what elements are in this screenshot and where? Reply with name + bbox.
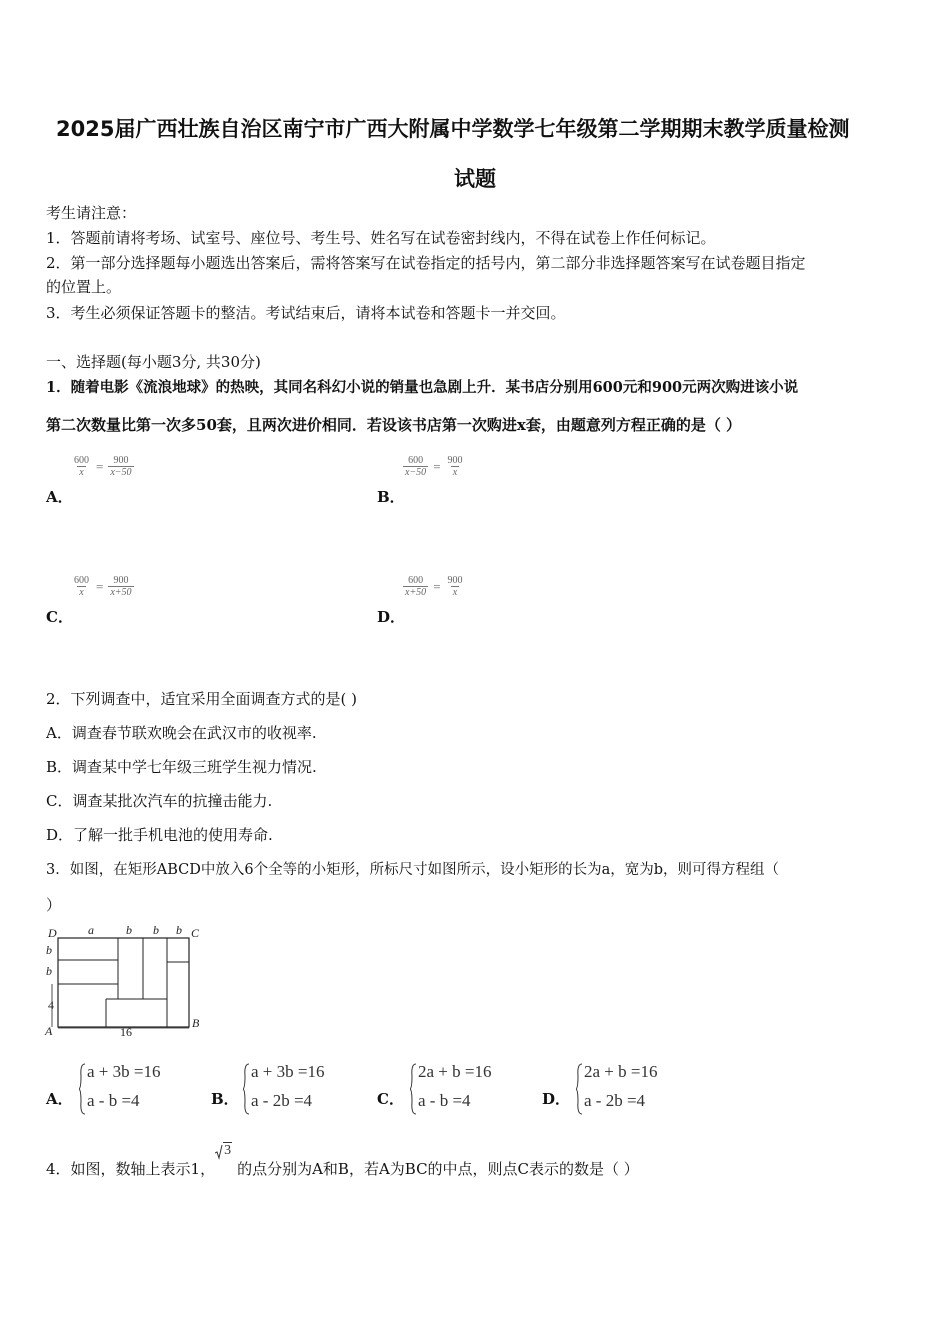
q1-stem-cont: 第二次数量比第一次多50套，且两次进价相同．若设该书店第一次购进x套，由题意列方程正确的是（ ）: [46, 416, 742, 434]
q3-stem: 3．如图，在矩形ABCD中放入6个全等的小矩形，所标尺寸如图所示，设小矩形的长为a，宽为b，则可得方程组（: [46, 862, 779, 878]
q3-option-b-label: B．: [211, 1090, 239, 1108]
notice-item-3: 3．考生必须保证答题卡的整洁。考试结束后，请将本试卷和答题卡一并交回。: [46, 304, 566, 322]
q3-stem-end: ）: [46, 896, 62, 914]
q1-option-c-label: C．: [46, 608, 73, 626]
outer-rect: [58, 938, 189, 1027]
q3-option-c-system: 2a + b =16 a - b =4: [410, 1062, 520, 1117]
notice-item-1: 1．答题前请将考场、试室号、座位号、考生号、姓名写在试卷密封线内，不得在试卷上作任何标记。: [46, 229, 716, 247]
q2-option-b: B．调查某中学七年级三班学生视力情况.: [46, 758, 317, 776]
rectangle-figure: [42, 922, 212, 1040]
vertex-b: B: [192, 1016, 200, 1030]
vertex-a: A: [45, 1024, 53, 1038]
q1-option-b-equation: $\frac{600}{x-50}$ = $\frac{900}{x}$: [405, 455, 463, 478]
q1-option-d-label: D．: [377, 608, 406, 626]
notice-item-2-cont: 的位置上。: [46, 278, 122, 296]
q1-option-b-label: B．: [377, 488, 405, 506]
label-left-b: b: [46, 943, 52, 957]
q1-option-a-label: A．: [46, 488, 73, 506]
label-top-a: a: [88, 923, 94, 937]
vertex-c: C: [191, 926, 200, 940]
section-heading: 一、选择题(每小题3分, 共30分): [46, 353, 261, 371]
q2-option-c: C．调查某批次汽车的抗撞击能力.: [46, 792, 273, 810]
notice-heading: 考生请注意：: [46, 204, 137, 222]
q3-option-b-system: a + 3b =16 a - 2b =4: [243, 1062, 353, 1117]
label-top-b: b: [126, 923, 132, 937]
label-bottom-16: 16: [120, 1025, 132, 1039]
label-left-b: b: [46, 964, 52, 978]
notice-item-2: 2．第一部分选择题每小题选出答案后，需将答案写在试卷指定的括号内，第二部分非选择题答案写在试卷题目指定: [46, 254, 806, 272]
q2-stem: 2．下列调查中，适宜采用全面调查方式的是( ): [46, 690, 358, 708]
q1-option-c-equation: $\frac{600}{x}$ = $\frac{900}{x+50}$: [74, 575, 132, 598]
q3-option-d-label: D．: [542, 1090, 571, 1108]
q3-option-c-label: C．: [377, 1090, 404, 1108]
sqrt3-math: 3: [215, 1144, 237, 1160]
q1-stem: 1．随着电影《流浪地球》的热映，其同名科幻小说的销量也急剧上升．某书店分别用600元和900元两次购进该小说: [46, 379, 799, 396]
label-top-b: b: [153, 923, 159, 937]
label-left-4: 4: [48, 998, 54, 1012]
q1-option-d-equation: $\frac{600}{x+50}$ = $\frac{900}{x}$: [405, 575, 463, 598]
q3-option-d-system: 2a + b =16 a - 2b =4: [576, 1062, 686, 1117]
vertex-d: D: [48, 926, 57, 940]
q3-option-a-system: a + 3b =16 a - b =4: [79, 1062, 189, 1117]
q4-stem: [46, 1143, 639, 1179]
q3-option-a-label: A．: [46, 1090, 73, 1108]
page-title-line2: 试题: [454, 167, 496, 191]
q4-stem-post: 的点分别为A和B，若A为BC的中点，则点C表示的数是（ ）: [237, 1160, 639, 1178]
q4-stem-pre: 4．如图，数轴上表示1，: [46, 1160, 216, 1178]
page-title: 2025届广西壮族自治区南宁市广西大附属中学数学七年级第二学期期末教学质量检测: [56, 117, 850, 141]
q2-option-d: D．了解一批手机电池的使用寿命.: [46, 826, 273, 844]
q2-option-a: A．调查春节联欢晚会在武汉市的收视率.: [46, 724, 317, 742]
label-top-b: b: [176, 923, 182, 937]
q1-option-a-equation: $\frac{600}{x}$ = $\frac{900}{x-50}$: [74, 455, 132, 478]
